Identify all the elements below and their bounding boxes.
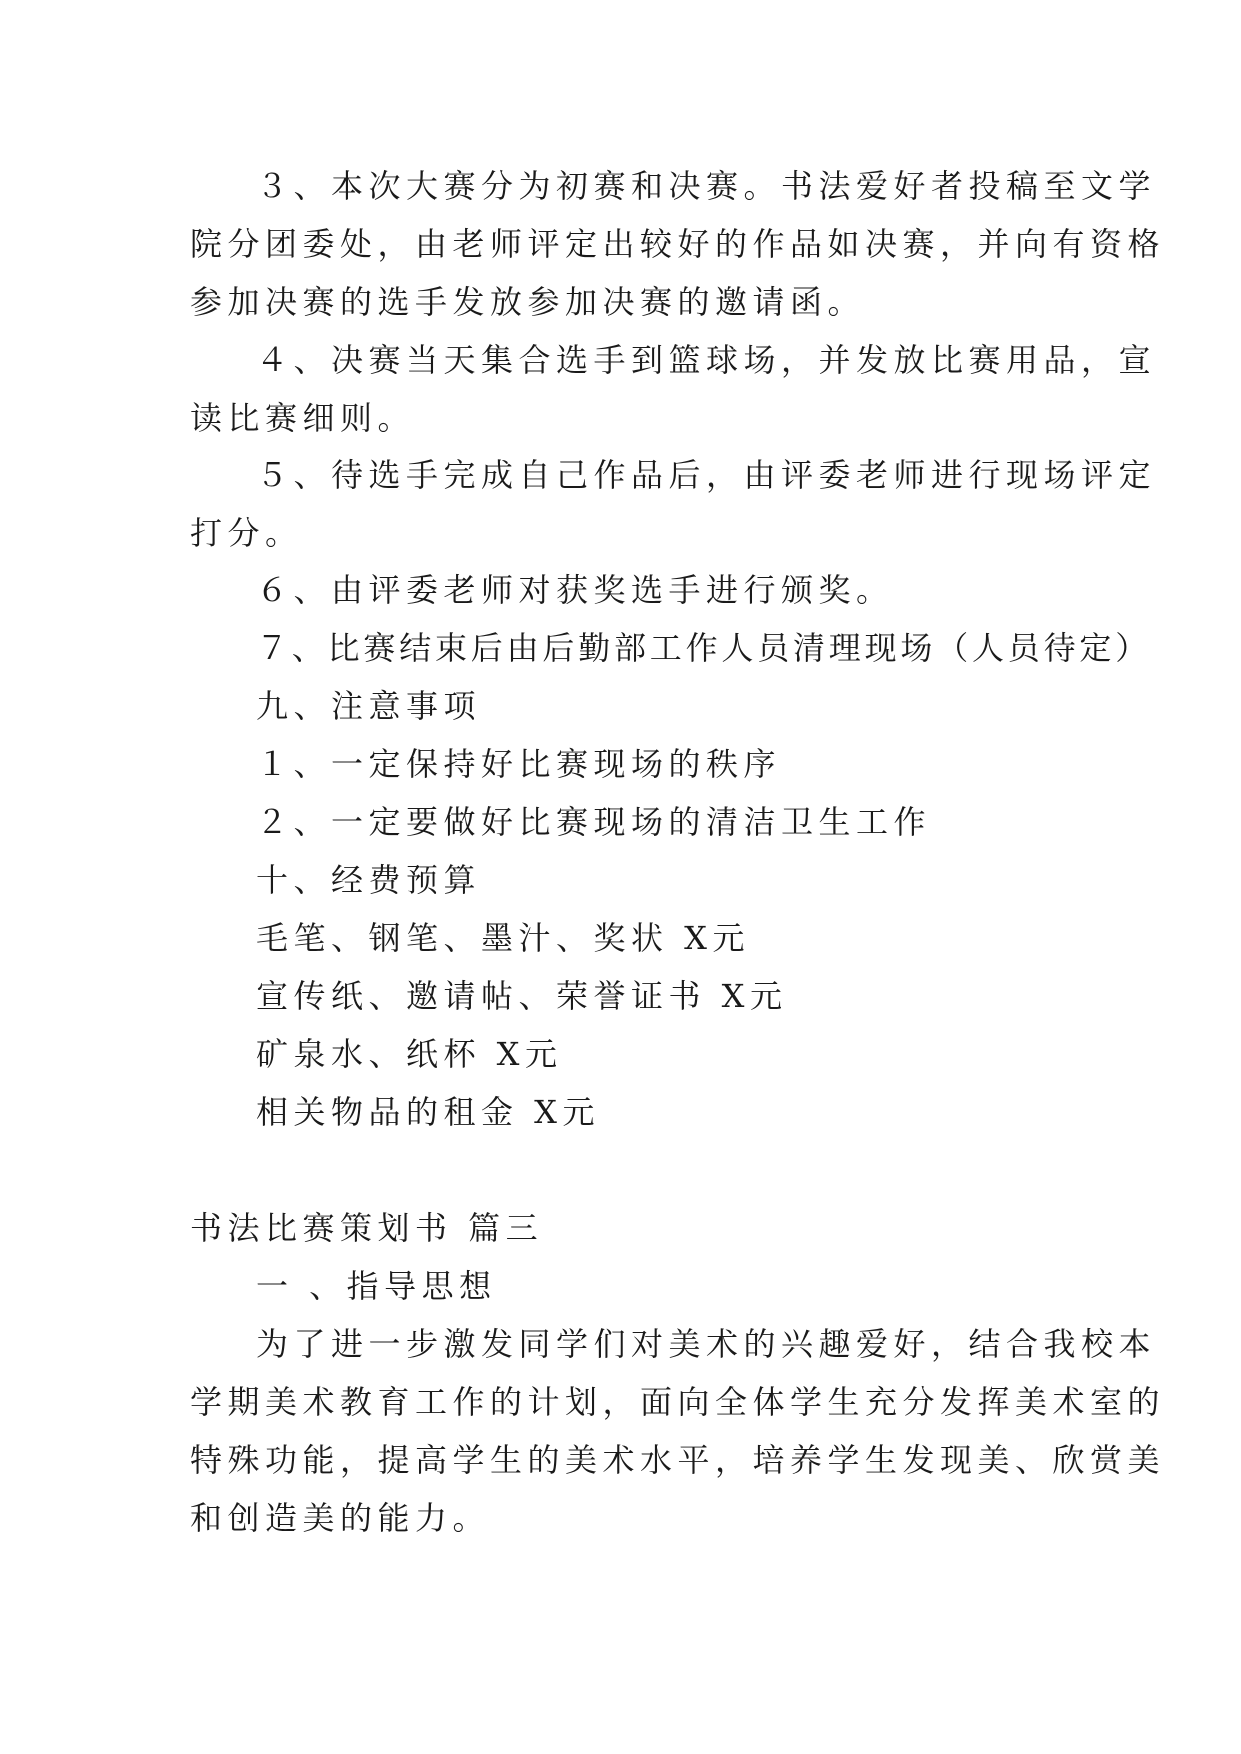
section-heading: 十、经费预算 [256,861,482,899]
budget-item: 相关物品的租金 X元 [256,1093,600,1131]
paragraph-line: ７、比赛结束后由后勤部工作人员清理现场（人员待定） [256,629,1152,667]
paragraph-line: ４、决赛当天集合选手到篮球场，并发放比赛用品，宣 [256,341,1157,379]
paragraph-line: ６、由评委老师对获奖选手进行颁奖。 [256,571,894,609]
section-heading: 九、注意事项 [256,687,482,725]
paragraph-line: 院分团委处，由老师评定出较好的作品如决赛，并向有资格 [190,225,1166,263]
paragraph-line: ３、本次大赛分为初赛和决赛。书法爱好者投稿至文学 [256,167,1157,205]
budget-item: 矿泉水、纸杯 X元 [256,1035,563,1073]
paragraph-line: 打分。 [190,514,303,552]
budget-item: 毛笔、钢笔、墨汁、奖状 X元 [256,919,750,957]
section-title: 书法比赛策划书 篇三 [190,1209,544,1247]
paragraph-line: 为了进一步激发同学们对美术的兴趣爱好，结合我校本 [256,1325,1157,1363]
paragraph-line: 特殊功能，提高学生的美术水平，培养学生发现美、欣赏美 [190,1441,1166,1479]
paragraph-line: ５、待选手完成自己作品后，由评委老师进行现场评定 [256,456,1157,494]
paragraph-line: １、一定保持好比赛现场的秩序 [256,745,782,783]
paragraph-line: 读比赛细则。 [190,399,416,437]
section-heading: 一 、指导思想 [256,1267,497,1305]
budget-item: 宣传纸、邀请帖、荣誉证书 X元 [256,977,788,1015]
paragraph-line: 参加决赛的选手发放参加决赛的邀请函。 [190,283,866,321]
paragraph-line: 学期美术教育工作的计划，面向全体学生充分发挥美术室的 [190,1383,1166,1421]
paragraph-line: 和创造美的能力。 [190,1499,491,1537]
paragraph-line: ２、一定要做好比赛现场的清洁卫生工作 [256,803,932,841]
